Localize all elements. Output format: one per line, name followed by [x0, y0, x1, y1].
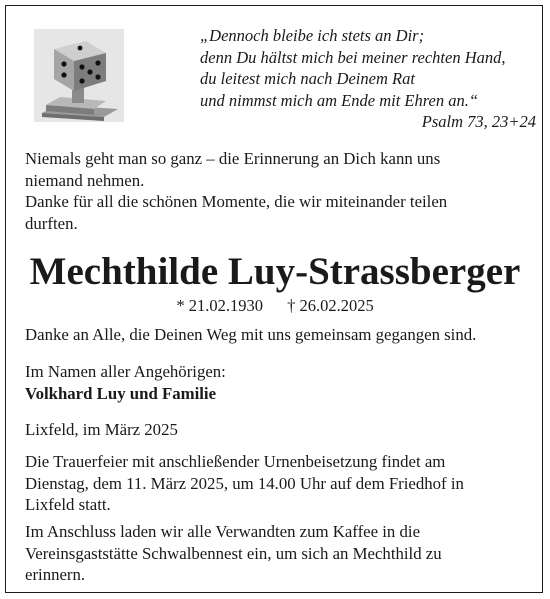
invitation-line: Im Anschluss laden wir alle Verwandten zum Kaffee in die: [25, 522, 421, 541]
psalm-quote: [200, 25, 540, 133]
intro-text: [25, 148, 535, 234]
invitation-line: erinnern.: [25, 565, 86, 584]
intro-line: durften.: [25, 213, 78, 233]
obituary-card: [5, 5, 543, 593]
family-block: [25, 361, 535, 404]
deceased-name: Mechthilde Luy-Strassberger: [29, 250, 521, 293]
quote-line: du leitest mich nach Deinem Rat: [200, 69, 415, 88]
quote-line: und nimmst mich am Ende mit Ehren an.“: [200, 90, 479, 110]
thanks-text: Danke an Alle, die Deinen Weg mit uns gemeinsam gegangen sind.: [25, 325, 477, 344]
dice-sculpture-image: [34, 29, 124, 122]
family-names: Volkhard Luy und Familie: [25, 383, 217, 403]
funeral-line: Dienstag, dem 11. März 2025, um 14.00 Uhr auf dem Friedhof in: [25, 473, 464, 493]
death-date: † 26.02.2025: [287, 296, 374, 315]
place-date: Lixfeld, im März 2025: [25, 420, 178, 439]
funeral-line: Lixfeld statt.: [25, 495, 111, 514]
birth-date: * 21.02.1930: [176, 296, 263, 315]
intro-line: Danke für all die schönen Momente, die wir miteinander teilen: [25, 192, 448, 211]
family-intro: Im Namen aller Angehörigen:: [25, 362, 226, 381]
intro-line: Niemals geht man so ganz – die Erinnerung an Dich kann uns: [25, 149, 441, 168]
invitation-line: Vereinsgaststätte Schwalbennest ein, um sich an Mechthild zu: [25, 543, 442, 563]
life-dates: [6, 296, 544, 316]
intro-line: niemand nehmen.: [25, 170, 145, 190]
funeral-text: [25, 451, 535, 516]
funeral-line: Die Trauerfeier mit anschließender Urnenbeisetzung findet am: [25, 452, 446, 471]
quote-source: Psalm 73, 23+24: [421, 112, 536, 131]
invitation-text: [25, 521, 535, 586]
quote-line: denn Du hältst mich bei meiner rechten Hand,: [200, 47, 506, 67]
quote-line: „Dennoch bleibe ich stets an Dir;: [200, 26, 425, 45]
